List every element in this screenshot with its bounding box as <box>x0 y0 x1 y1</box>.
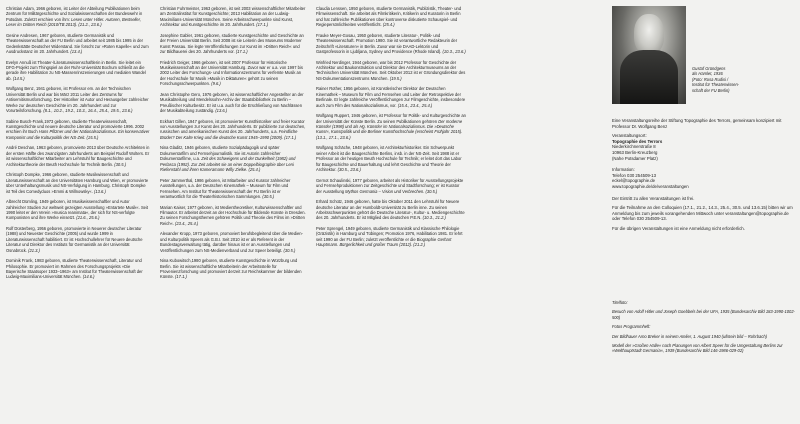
bio-entry: Sabine Busch-Frank,1973 geboren, studierte Theaterwissenschaft, Kunstgeschichte und neuere deutsche Literatur und promovierte 1996. 2002 erschien ihr Buch Hans Pfitzner und der Nationalsozialismus. Ein konservativer Komponist und die Kulturpolitik der NS-Zeit. (15.5.) <box>6 118 150 140</box>
bio-entry: Rolf Düsterberg, 1956 geboren, promovierte in Neuerer deutscher Literatur (1988) und Neuester Geschichte (2005) und wurde 1999 in Literaturwissenschaft habilitiert. Er ist Hochschullehrer für Neuere deutsche Literatur und Direktor des Instituts für Germanistik an der Universität Osnabrück. (21.3.) <box>6 225 143 253</box>
phone-number: Telefon 030 254509-13 <box>612 172 656 178</box>
venue-street: Niederkirchnerstraße 8 <box>612 144 656 150</box>
web-link[interactable]: www.topographie.de/de/veranstaltungen <box>612 183 689 189</box>
registration-text: Für die Teilnahme an den Colloquien (17.1., 21.2., 14.3., 25.4., 30.5. und 13.6.15) bitten wir um Anmeldung bis zum jeweils vorangehenden Mittwoch unter veranstaltungen@topographie.de oder Telefon 030 254509-13. <box>612 205 793 222</box>
credit-model: Modell der »Großen Halle« nach Planungen von Albert Speer für die Umgestaltung Berlins zur »Welthauptstadt Germania«, 1939 (Bundesarchiv Bild 146-1986-029-02) <box>612 343 783 354</box>
venue-name: Topographie des Terrors <box>612 138 663 144</box>
bio-entry: Nina Kubowitsch,1980 geboren, studierte Kunstgeschichte in Würzburg und Berlin. Sie ist wissenschaftliche Mitarbeiterin der Arbeitsstelle für Provenienzforschung und promoviert derzeit zur Reichskammer der bildenden Künste. (17.1.) <box>160 258 302 280</box>
bio-entry: Frauke Meyer-Gosau, 1950 geboren, studierte Literatur-, Politik- und Theaterwissenschaft. Promotion 1980. Sie ist verantwortliche Redakteurin der Zeitschrift »Literaturen« in Berlin. Zuvor war sie DAAD-Lektorin und Gastprofessorin in Ljubljana, Sydney und Providence (Rhode Island). (10.3., 23.6.) <box>316 32 466 55</box>
credit-cover: Besuch von Adolf Hitler und Joseph Goebbels bei der UFA, 1935 (Bundesarchiv Bild 183-1990-1002-500) <box>612 309 795 320</box>
credits-heading: Titelfoto: <box>612 300 628 305</box>
bio-entry: Friedrich Geiger, 1966 geboren, ist seit 2007 Professor für Historische Musikwissenschaft an der Universität Hamburg. Zuvor war er u.a. von 1997 bis 2002 Leiter des Forschungs- und Informationszentrums für verfemte Musik an der Hochschule für Musik »Musik in Diktaturen« gehört zu seinen Forschungsschwerpunkten. (9.6.) <box>160 59 303 87</box>
bio-entry: Alexander Kropp, 1973 geboren, promoviert berufsbegleitend über die Medien- und Kulturpolitik Speers als G.B.I. Seit 2010 ist er als Referent in der Bundestagsverwaltung tätig, darüber hinaus ist er an Ausstellungen und Veröffentlichungen zum NS-Medienverband und zur Speer beteiligt. (30.5.) <box>160 231 303 253</box>
email-link[interactable]: eckel@topographie.de <box>612 178 656 184</box>
bio-entry: Winfried Nerdinger, 1944 geboren, war bis 2012 Professor für Geschichte der Architektur und Baukonstruktion und Direktor des Architekturmuseums an der Technischen Universität München. Seit Oktober 2012 ist er Gründungsdirektor des NS-Dokumentationszentrums München. (19.5.) <box>316 59 466 81</box>
bio-entry: Christian Fuhrmeister, 1963 geboren, ist seit 2003 wissenschaftlicher Mitarbeiter am Zentralinstitut für Kunstgeschichte; 2013 Habilitation an der Ludwig-Maximilians-Universität München. Seine Arbeitsschwerpunkte sind Kunst, Architektur und Kunstgeschichte im 20. Jahrhundert. (17.1.) <box>160 6 306 28</box>
bio-entry: Wolfgang Benz, 1941 geboren, ist Professor em. an der Technischen Universität Berlin und war bis März 2011 Leiter des Zentrums für Antisemitismusforschung. Der Historiker ist Autor und Herausgeber zahlreicher Werke zur deutschen Geschichte im 20. Jahrhundert und zur Vorurteilsforschung. (8.1., 10.2., 19.2., 10.3., 16.4., 25.4., 19.5., 23.6.) <box>6 86 149 114</box>
event-info <box>612 118 796 236</box>
portrait-body <box>620 50 678 104</box>
bio-entry: Peter Jammerthal, 1986 geboren, ist Mitarbeiter und Kurator zahlreicher Ausstellungen, u.a. der Deutschen Kinemathek – Museum für Film und Fernsehen. Am Institut für Theaterwissenschaft der FU Berlin ist er verantwortlich für die Theaterhistorischen Sammlungen. (30.5.) <box>160 177 291 199</box>
venue-near: (Nahe Potsdamer Platz) <box>612 155 658 161</box>
bio-entry: Christian Adam, 1966 geboren, ist Leiter der Abteilung Publikationen beim Zentrum für Militärgeschichte und Sozialwissenschaften der Bundeswehr in Potsdam. Zuletzt erschien von ihm: Lesen unter Hitler. Autoren, Bestseller, Leser im Dritten Reich (2010/TB 2013). (21.2., 23.6.) <box>6 6 143 28</box>
bio-entry: Josephine Gabler, 1961 geboren, studierte Kunstgeschichte und Geschichte an der Freien Universität Berlin. Seit 2008 ist sie Leiterin des Museums Moderner Kunst Passau. Sie legte Veröffentlichungen zur Kunst im »Dritten Reich« und zur Bildhauerei des 20. Jahrhunderts vor. (17.1.) <box>160 32 304 55</box>
bio-entry: Peter Sprengel, 1949 geboren, studierte Germanistik und Klassische Philologie (Gräzistik) in Hamburg und Tübingen; Promotion 1976, Habilitation 1981. Er lehrt seit 1990 an der FU Berlin; zuletzt veröffentlichte er die Biographie Gerhart Hauptmann. Bürgerlichkeit und großer Traum (2012). (21.2.) <box>316 225 463 248</box>
bio-entry: Albrecht Dümling, 1949 geboren, ist Musikwissenschaftler und Autor zahlreicher Studien zur weltweit gezeigten Ausstellung »Entartete Musik«. Seit 1990 leitet er den Verein »musica reanimata«, der sich für NS-verfolgte Komponisten und ihre Werke einsetzt. (21.6., 25.6.) <box>6 199 148 221</box>
bio-entry: Eckhart Gillen, 1947 geboren, ist promovierter Kunsthistoriker und freier Kurator von Ausstellungen zur Kunst des 20. Jahrhunderts. Er publizierte zur deutschen, russischen und amerikanischen Kunst des 20. Jahrhunderts, u.a. Feindliche Brüder? Der Kalte Krieg und die deutsche Kunst 1945–1990 (2009). (17.1.) <box>160 118 306 140</box>
bio-entry: Gesine Andresen, 1967 geboren, studierte Germanistik und Theaterwissenschaft an der FU Berlin und arbeitet seit 1985 bis 1995 in der Gedenkstätte Deutscher Widerstand. Sie forscht zur »Roten Kapelle« und zum Ausdruckstanz im 20. Jahrhundert. (13.4.) <box>6 32 149 55</box>
credit-breker: Der Bildhauer Arno Breker in seinem Atelier, 1. August 1940 (ullstein bild – Rohrbach) <box>612 333 767 339</box>
credits-heading-2: Fotos Programmheft: <box>612 324 651 330</box>
bio-column-2 <box>160 6 306 285</box>
bio-column-3 <box>316 6 466 253</box>
photo-credits <box>612 300 796 358</box>
venue-label: Veranstaltungsort: <box>612 133 647 139</box>
bio-entry: Nina Gladitz, 1946 geboren, studierte Sozialpädagogik und später Dokumentarfilm und Fernsehjournalistik. Sie ist Autorin zahlreicher Dokumentarfilme, u.a. Zeit des Schweigens und der Dunkelheit (1982) und Perlasca (1992). Zur Zeit arbeitet sie an einer Doppelbiographie über Leni Riefenstahl und ihren Kameramann Willy Zielke. (25.4.) <box>160 145 296 173</box>
bio-entry: Rainer Rother, 1956 geboren, ist Künstlerischer Direktor der Deutschen Kinemathek – Museum für Film und Fernsehen und Leiter der Retrospektive der Berlinale. Er legte zahlreiche Veröffentlichungen zur Filmgeschichte, insbesondere auch zum Film des Nationalsozialismus, vor. (15.4., 23.4., 25.4.) <box>316 86 466 108</box>
bio-entry: Marian Kaiser, 1977 geboren, ist Medientheoretiker, Kulturwissenschaftler und Filmautor. Er arbeitet derzeit an der Hochschule für Bildende Künste in Dresden. Zu seinen Forschungsthemen gehören Politik und Theorie des Films im »Dritten Reich«. (23.4., 25.4.) <box>160 204 306 226</box>
portrait-photo <box>612 6 686 104</box>
intro-text: Eine Veranstaltungsreihe der Stiftung Topographie des Terrors, gemeinsam konzipiert mit Professor Dr. Wolfgang Benz <box>612 118 782 129</box>
portrait-head <box>634 14 664 54</box>
free-entry: Der Eintritt zu allen Veranstaltungen ist frei. <box>612 195 695 201</box>
bio-entry: Dominik Frank, 1983 geboren, studierte Theaterwissenschaft, Literatur und Philosophie. Er promoviert im Rahmen des Forschungsprojekts »Die Bayerische Staatsoper 1933–1963« am Institut für Theaterwissenschaft der Ludwig-Maximilians-Universität München. (14.6.) <box>6 258 143 280</box>
venue-city: 10963 Berlin-Kreuzberg <box>612 149 658 155</box>
bio-entry: Christoph Dompke, 1966 geboren, studierte Musikwissenschaft und Literaturwissenschaft an den Universitäten Hamburg und Wien, er promovierte über Unterhaltungsmusik und NS-Verfolgung in Hamburg. Christoph Dompke ist Teil des Comedyduos »Emmi & Willnowsky«. (13.6.) <box>6 172 149 194</box>
bio-entry: Evelyn Annuß ist Theater-/Literaturwissenschaftlerin in Berlin. Sie leitet ein DFG-Projekt zum Thingspiel an der Ruhr-Universität Bochum schließt an die gerade ihre Habilitation zu NS-Massenrinszenierungen und medialen Wandel ab. (14.5.) <box>6 59 146 81</box>
photo-caption: Gustaf Gründgens als Hamlet, 1936 (Foto: Rosa Rudisi / Institut für Theaterwissen- schaft der FU Berlin) <box>692 66 740 93</box>
info-label: Information: <box>612 167 635 173</box>
bio-entry: Claudia Lenssen, 1950 geboren, studierte Germanistik, Publizistik, Theater- und Filmwissenschaft. Sie arbeitet als Filmkritikerin, Kritikerin und Kuratorin in Berlin und hat zahlreiche Publikationen über kontroverse diskutierte Schauspiel- und Regiepersönlichkeiten veröffentlicht. (25.4.) <box>316 6 462 28</box>
bio-entry: Gernot Schaulinski, 1977 geboren, arbeitet als Historiker für Ausstellungsprojekte und Fernsehproduktionen zur Zeitgeschichte und Stadtforschung; er ist Kurator der Ausstellung Mythos Germania – Vision und Verbrechen. (30.5.) <box>316 177 464 194</box>
bio-entry: Wolfgang Schäche, 1948 geboren, ist Architekturhistoriker. Ein Schwerpunkt seiner Arbeit ist die Baugeschichte Berlins, insb. in der NS-Zeit. Seit 1988 ist er Professor an der heutigen Beuth Hochschule für Technik; er leitet dort das Labor für Baugeschichte und Bauerhaltung und lehrt Geschichte und Theorie der Architektur. (30.5., 23.6.) <box>316 145 462 173</box>
bio-entry: Wolfgang Ruppert, 1946 geboren, ist Professor für Politik- und Kulturgeschichte an der Universität der Künste Berlin. Zu seinen Publikationen gehören Der moderne Künstler (1998) und als Hg. Künstler im Nationalsozialismus. Die »Deutsche Kunst«, Kunstpolitik und die Berliner Kunsthochschule (erscheint Frühjahr 2015). (13.1., 17.1., 23.6.) <box>316 113 466 140</box>
other-events-text: Für die übrigen Veranstaltungen ist eine Anmeldung nicht erforderlich. <box>612 225 745 231</box>
bio-column-1 <box>6 6 150 285</box>
bio-entry: André Deschan, 1963 geboren, promovierte 2013 über Deutsche Architekten in der ersten Hälfte des zwanzigsten Jahrhunderts am Beispiel Rudolf Wolters. Er ist wissenschaftlicher Mitarbeiter am Lehrstuhl für Baugeschichte und Architekturtheorie der Beuth Hochschule für Technik Berlin. (30.5.) <box>6 145 150 167</box>
bio-entry: Erhard Schütz, 1946 geboren, hatte bis Oktober 2011 den Lehrstuhl für Neuere deutsche Literatur an der Humboldt-Universität zu Berlin inne. Zu seinen Arbeitsschwerpunkten gehört die Deutsche Literatur-, Kultur- u. Mediengeschichte des 20. Jahrhunderts. Er ist Mitglied des deutschen P.E.N. (10.3., 21.2.) <box>316 199 465 221</box>
bio-entry: Jean Christophe Gero, 1976 geboren, ist wissenschaftlicher Angestellter an der Musikabteilung und Mendelssohn-Archiv der Staatsbibliothek zu Berlin – Preußischer Kulturbesitz. Er ist u.a. auch für die Erschließung von Nachlässen der Musikabteilung zuständig. (13.6.) <box>160 91 304 114</box>
